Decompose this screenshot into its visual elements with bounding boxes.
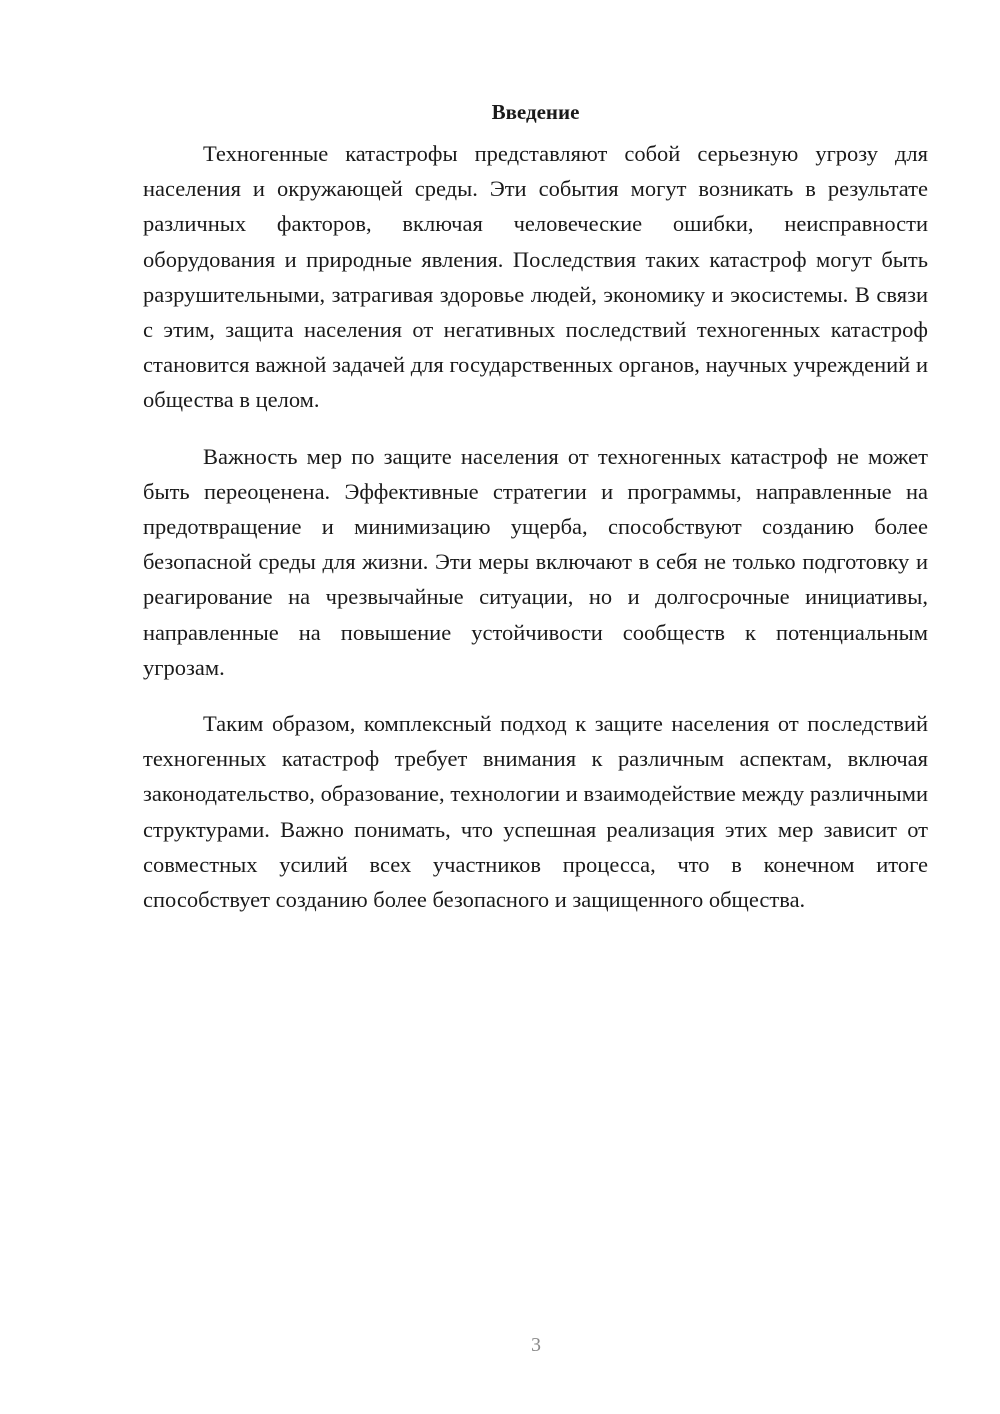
page-content [143,97,928,938]
paragraph-1: Техногенные катастрофы представляют собой серьезную угрозу для населения и окружающей среды. Эти события могут возникать в результате различных факторов, включая человеческие ошибки, неисправности оборудования и природные явления. Последствия таких катастроф могут быть разрушительными, затрагивая здоровье людей, экономику и экосистемы. В связи с этим, защита населения от негативных последствий техногенных катастроф становится важной задачей для государственных органов, научных учреждений и общества в целом. [143,141,928,413]
paragraph-3: Таким образом, комплексный подход к защите населения от последствий техногенных катастроф требует внимания к различным аспектам, включая законодательство, образование, технологии и взаимодействие между различными структурами. Важно понимать, что успешная реализация этих мер зависит от совместных усилий всех участников процесса, что в конечном итоге способствует созданию более безопасного и защищенного общества. [143,711,928,913]
page-number: 3 [531,1334,541,1356]
section-title: Введение [491,100,580,124]
paragraph-2: Важность мер по защите населения от техногенных катастроф не может быть переоценена. Эффективные стратегии и программы, направленные на предотвращение и минимизацию ущерба, способствуют созданию более безопасной среды для жизни. Эти меры включают в себя не только подготовку и реагирование на чрезвычайные ситуации, но и долгосрочные инициативы, направленные на повышение устойчивости сообществ к потенциальным угрозам. [143,443,928,680]
